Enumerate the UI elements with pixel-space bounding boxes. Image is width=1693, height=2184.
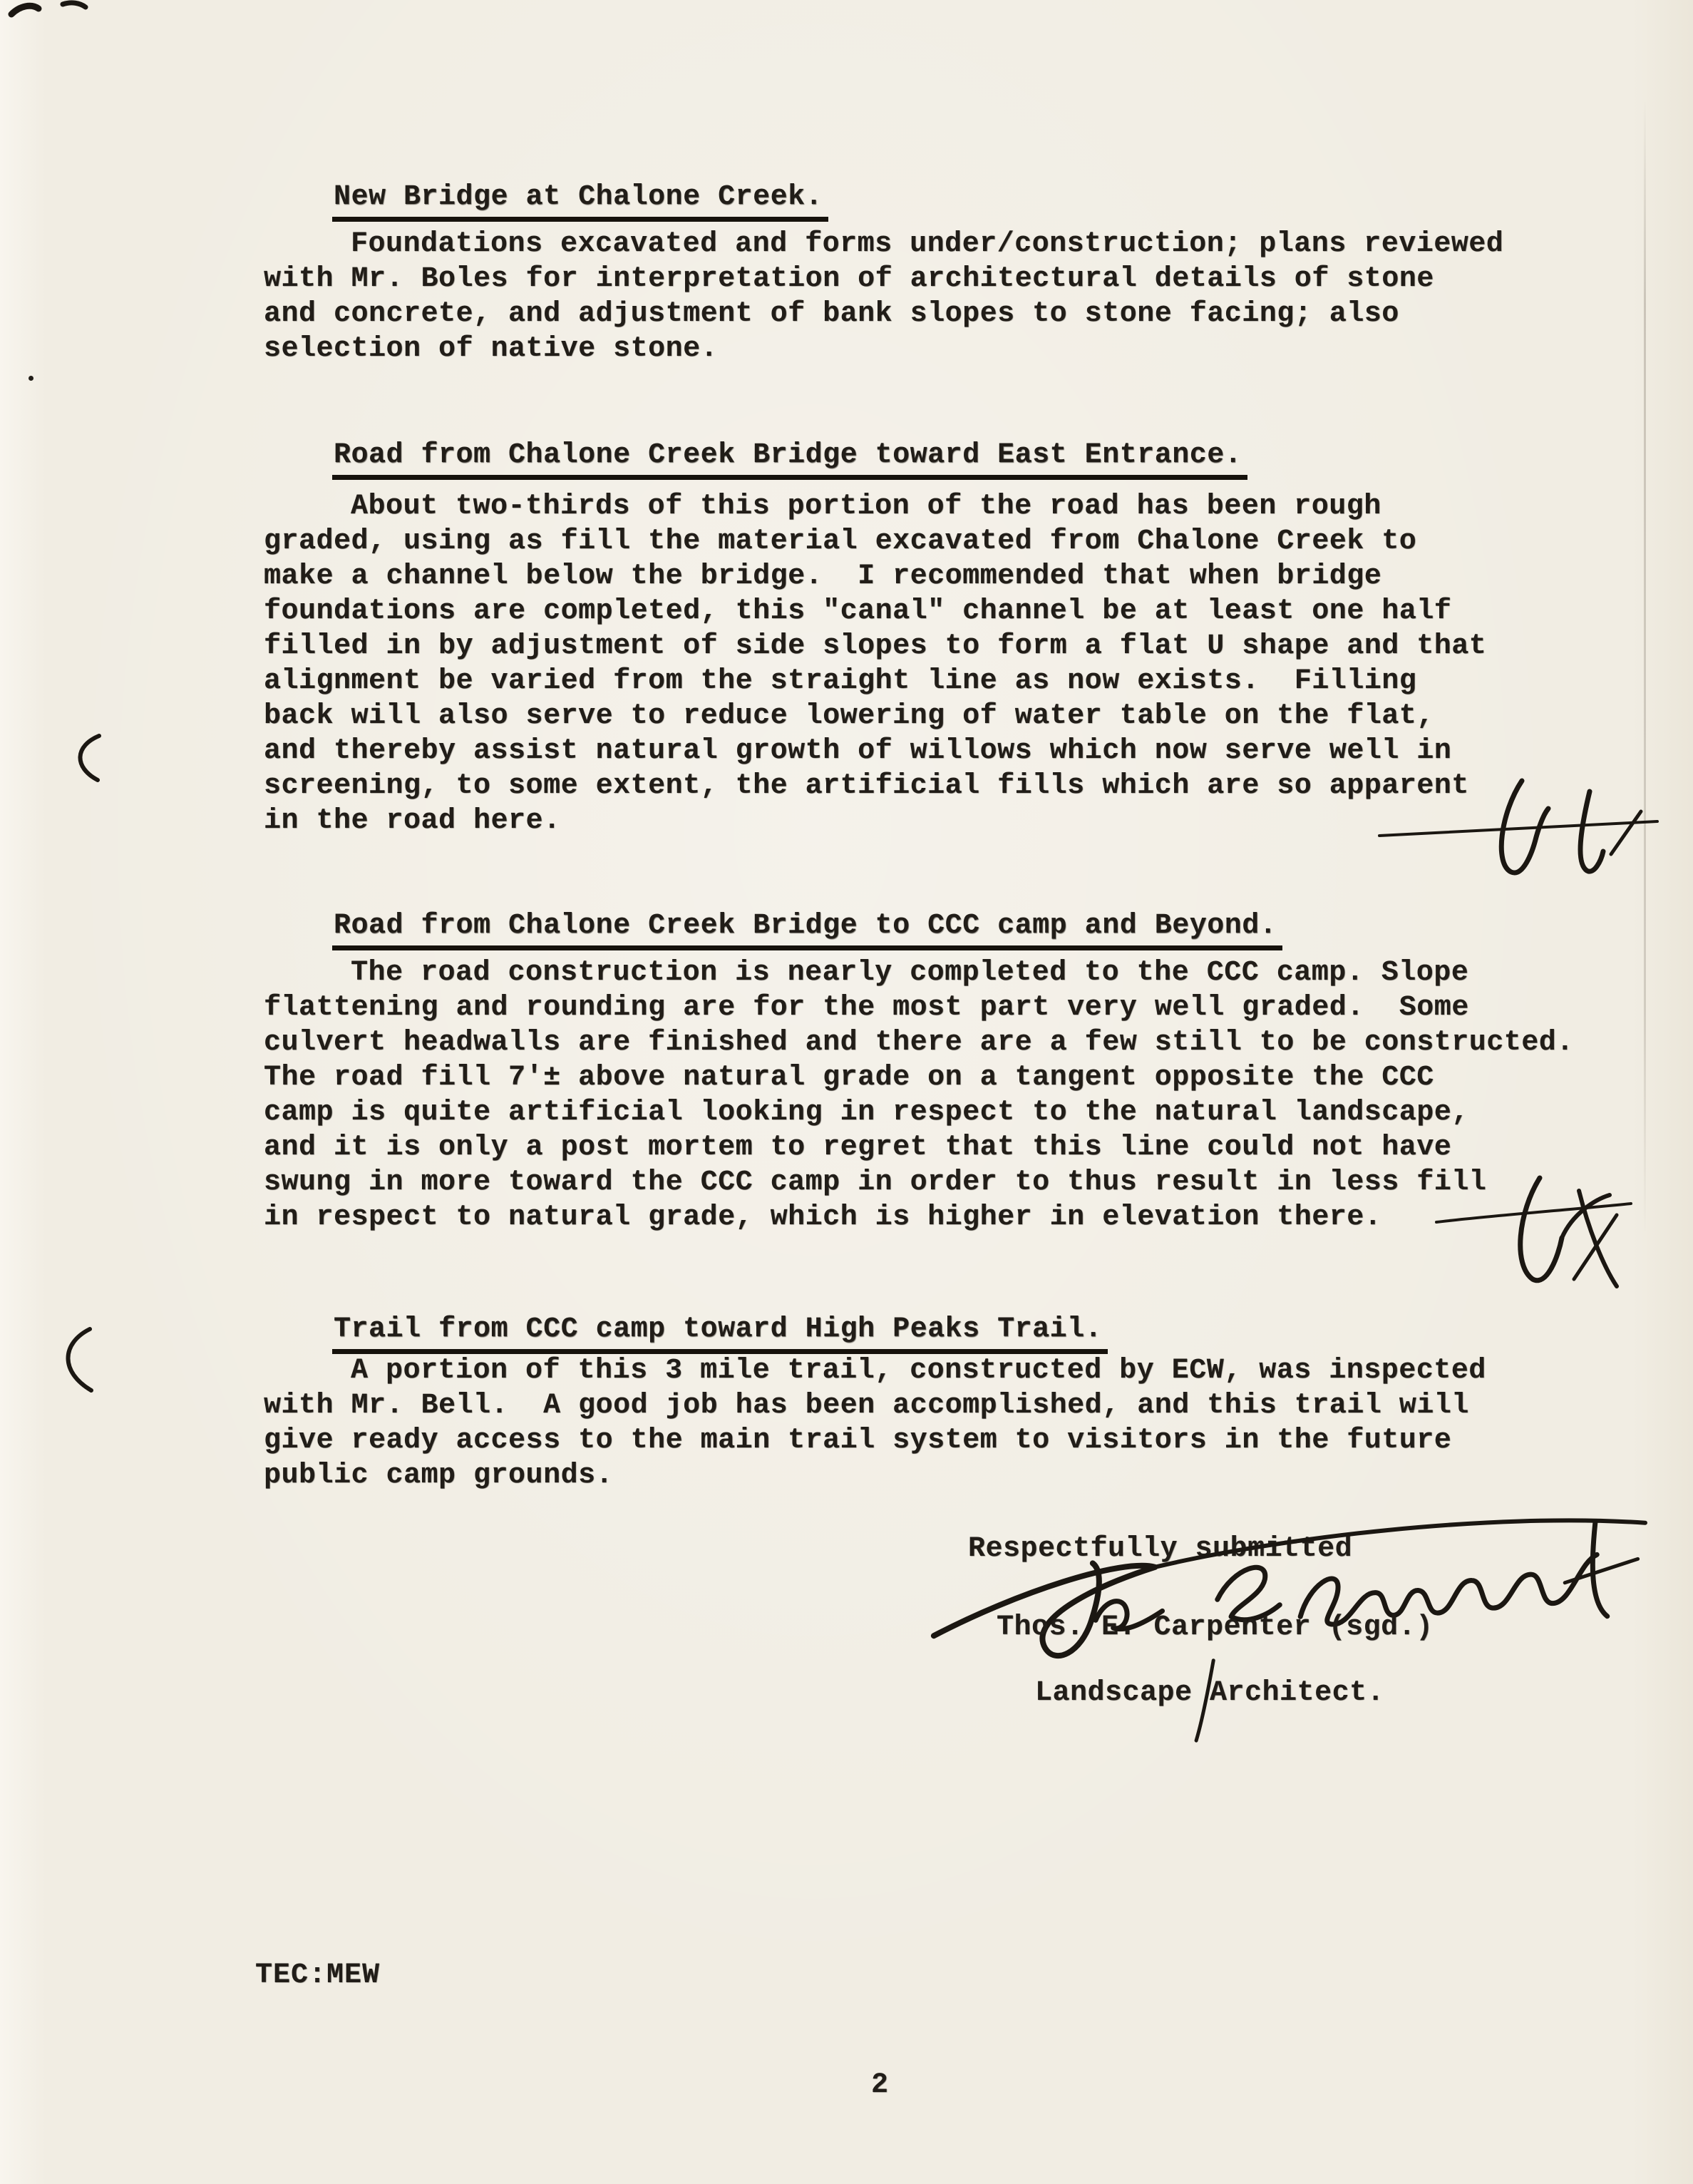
text-line: in the road here. xyxy=(264,805,561,837)
section-heading: Road from Chalone Creek Bridge toward East Entrance. xyxy=(264,406,1247,513)
text-line: and thereby assist natural growth of willows which now serve well in xyxy=(264,735,1452,767)
text-line: public camp grounds. xyxy=(264,1460,614,1492)
text-line: make a channel below the bridge. I recommended that when bridge xyxy=(264,560,1382,593)
text-line: and it is only a post mortem to regret that this line could not have xyxy=(264,1132,1452,1164)
text-line: swung in more toward the CCC camp in order to thus result in less fill xyxy=(264,1167,1487,1199)
text-line: foundations are completed, this "canal" channel be at least one half xyxy=(264,595,1452,627)
text-line: give ready access to the main trail system to visitors in the future xyxy=(264,1425,1452,1457)
text-line: back will also serve to reduce lowering of water table on the flat, xyxy=(264,700,1434,732)
typist-reference: TEC:MEW xyxy=(255,1959,381,1991)
text-line: alignment be varied from the straight line as now exists. Filling xyxy=(264,665,1417,697)
text-line: filled in by adjustment of side slopes to form a flat U shape and that xyxy=(264,630,1487,662)
text-line: selection of native stone. xyxy=(264,333,719,365)
text-line: and concrete, and adjustment of bank slopes to stone facing; also xyxy=(264,298,1399,330)
respectfully-submitted-line: Respectfully submitted xyxy=(968,1533,1353,1565)
typed-signature-name: Thos. E. Carpenter (sgd.) xyxy=(997,1611,1434,1644)
text-line: The road construction is nearly completed to the CCC camp. Slope xyxy=(351,957,1469,989)
text-line: camp is quite artificial looking in respect to the natural landscape, xyxy=(264,1097,1469,1129)
text-line: flattening and rounding are for the most part very well graded. Some xyxy=(264,992,1469,1024)
signer-title: Landscape Architect. xyxy=(1035,1677,1385,1709)
text-line: Foundations excavated and forms under/construction; plans reviewed xyxy=(351,228,1504,260)
handwritten-initials-mark xyxy=(1376,770,1661,895)
ink-speck xyxy=(29,376,34,381)
page-number: 2 xyxy=(871,2069,889,2101)
text-line: A portion of this 3 mile trail, constructed by ECW, was inspected xyxy=(351,1355,1486,1387)
handwritten-initials-mark xyxy=(1433,1171,1640,1303)
text-line: with Mr. Bell. A good job has been accomplished, and this trail will xyxy=(264,1390,1469,1422)
text-line: About two-thirds of this portion of the road has been rough xyxy=(351,491,1381,523)
text-line: in respect to natural grade, which is higher in elevation there. xyxy=(264,1201,1382,1234)
paragraph xyxy=(264,1353,1661,1493)
section-heading: Road from Chalone Creek Bridge to CCC camp and Beyond. xyxy=(264,877,1282,983)
text-line: screening, to some extent, the artificial fills which are so apparent xyxy=(264,770,1469,802)
text-line: with Mr. Boles for interpretation of architectural details of stone xyxy=(264,263,1434,295)
text-line: The road fill 7'± above natural grade on a tangent opposite the CCC xyxy=(264,1062,1434,1094)
section-heading: Trail from CCC camp toward High Peaks Trail. xyxy=(264,1281,1108,1387)
paragraph xyxy=(264,227,1661,366)
text-line: culvert headwalls are finished and there are a few still to be constructed. xyxy=(264,1027,1574,1059)
margin-paren-mark xyxy=(56,1328,97,1392)
text-line: graded, using as fill the material excavated from Chalone Creek to xyxy=(264,526,1417,558)
ink-speck-marks xyxy=(7,0,107,24)
margin-paren-mark xyxy=(68,734,105,781)
section-heading: New Bridge at Chalone Creek. xyxy=(264,148,828,255)
